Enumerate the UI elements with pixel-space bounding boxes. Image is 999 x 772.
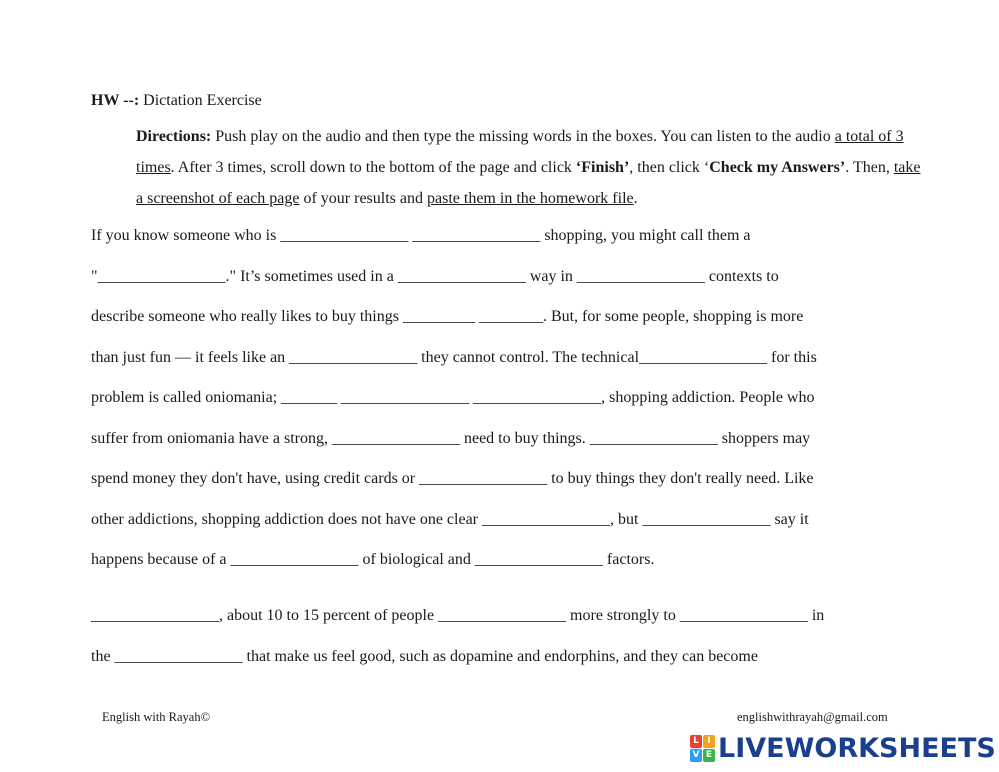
directions-text-4: . Then, <box>845 159 894 176</box>
footer-author: English with Rayah© <box>102 710 211 724</box>
directions-underline-1: a total of 3 times <box>136 128 904 176</box>
check-answers-word: Check my Answers’ <box>709 159 846 176</box>
passage-line-4: than just fun — it feels like an ________________ they cannot control. The technical________________ for this <box>91 349 817 366</box>
passage-line-2: "________________." It’s sometimes used in a ________________ way in ________________ contexts to <box>91 268 779 285</box>
cube-letter-i: I <box>703 735 715 748</box>
cube-letter-e: E <box>703 749 715 762</box>
directions-underline-2: take a screenshot of each page <box>136 159 921 207</box>
page-title <box>91 92 262 110</box>
directions-text-1: Push play on the audio and then type the missing words in the boxes. You can listen to the audio <box>211 128 835 145</box>
passage-line-6: suffer from oniomania have a strong, ________________ need to buy things. ________________ shoppers may <box>91 430 811 447</box>
cube-letter-v: V <box>690 749 702 762</box>
footer-email: englishwithrayah@gmail.com <box>737 710 888 724</box>
passage-line-8: other addictions, shopping addiction does not have one clear ________________, but ________________ say it <box>91 511 809 528</box>
title-text: Dictation Exercise <box>143 92 262 109</box>
passage-line-9: happens because of a ________________ of biological and ________________ factors. <box>91 551 655 568</box>
finish-word: ‘Finish’ <box>575 159 630 176</box>
directions-text-5: of your results and <box>299 190 427 207</box>
directions-text-2: . After 3 times, scroll down to the bottom of the page and click <box>170 159 576 176</box>
liveworksheets-wordmark: LIVEWORKSHEETS <box>718 732 996 764</box>
directions-paragraph <box>136 121 926 214</box>
passage-line-5: problem is called oniomania; _______ ________________ ________________, shopping addiction. People who <box>91 389 815 406</box>
passage-line-7: spend money they don't have, using credit cards or ________________ to buy things they don't really need. Like <box>91 470 814 487</box>
passage-line-11: the ________________ that make us feel good, such as dopamine and endorphins, and they can become <box>91 648 758 665</box>
directions-text-6: . <box>633 190 638 207</box>
passage-line-1: If you know someone who is ________________ ________________ shopping, you might call them a <box>91 227 751 244</box>
directions-text-3: , then click ‘ <box>629 159 710 176</box>
liveworksheets-cube-icon <box>690 735 714 761</box>
directions-label: Directions: <box>136 128 212 145</box>
cube-letter-l: L <box>690 735 702 748</box>
liveworksheets-logo[interactable] <box>690 732 996 764</box>
passage-line-10: ________________, about 10 to 15 percent of people ________________ more strongly to ________________ in <box>91 607 825 624</box>
directions-underline-3: paste them in the homework file <box>427 190 634 207</box>
hw-label: HW --: <box>91 92 140 109</box>
passage-line-3: describe someone who really likes to buy things _________ ________. But, for some people, shopping is more <box>91 308 804 325</box>
